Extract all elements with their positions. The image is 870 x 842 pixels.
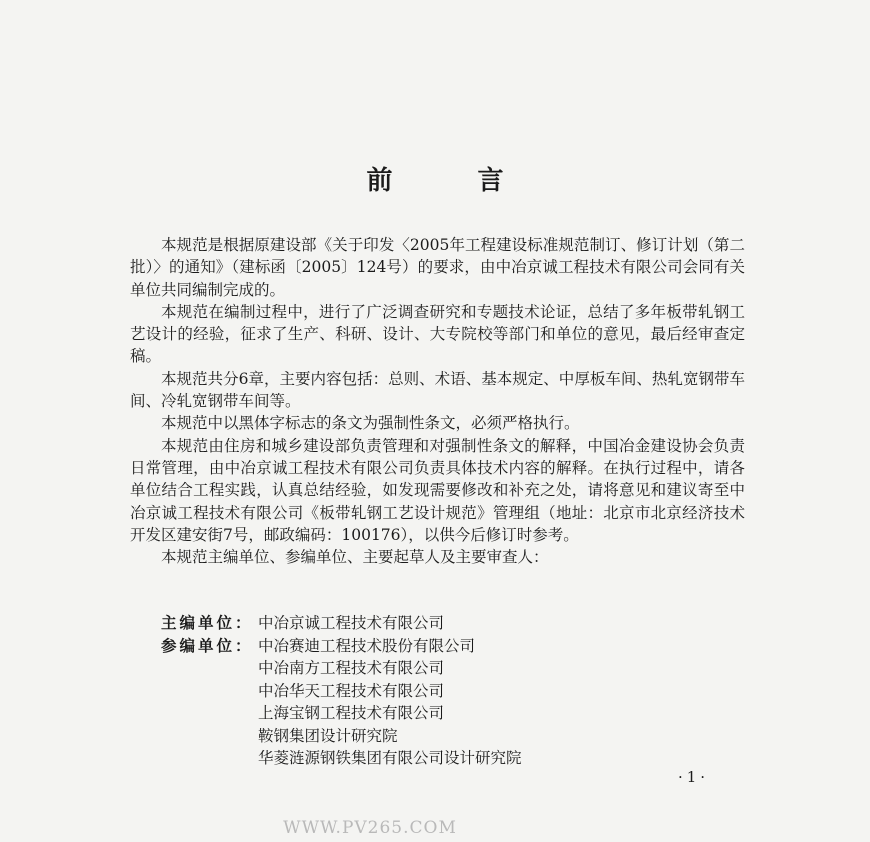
chief-unit-row: [130, 612, 750, 635]
participating-unit-names: [258, 635, 750, 770]
watermark: WWW.PV265.COM: [283, 818, 457, 838]
unit-name: 中冶南方工程技术有限公司: [258, 659, 445, 677]
preface-body: [130, 234, 745, 568]
chief-unit-names: [258, 612, 750, 635]
paragraph: 本规范主编单位、参编单位、主要起草人及主要审查人：: [161, 548, 549, 567]
paragraph: 本规范在编制过程中，进行了广泛调查研究和专题技术论证，总结了多年板带轧钢工艺设计的经验，征求了生产、科研、设计、大专院校等部门和单位的意见，最后经审查定稿。: [130, 302, 745, 366]
unit-name: 华菱涟源钢铁集团有限公司设计研究院: [258, 749, 522, 767]
paragraph: 本规范共分6章，主要内容包括：总则、术语、基本规定、中厚板车间、热轧宽钢带车间、冷轧宽钢带车间等。: [130, 369, 745, 411]
paragraph: 本规范由住房和城乡建设部负责管理和对强制性条文的解释，中国冶金建设协会负责日常管理，由中冶京诚工程技术有限公司负责具体技术内容的解释。在执行过程中，请各单位结合工程实践，认真总结经验，如发现需要修改和补充之处，请将意见和建议寄至中冶京诚工程技术有限公司《板带轧钢工艺设计规范》管理组（地址：北京市北京经济技术开发区建安街7号，邮政编码：100176），以供今后修订时参考。: [130, 436, 745, 544]
unit-name: 中冶京诚工程技术有限公司: [258, 614, 445, 632]
page-title: 前 言: [366, 166, 542, 196]
paragraph: 本规范是根据原建设部《关于印发〈2005年工程建设标准规范制订、修订计划（第二批）〉的通知》（建标函〔2005〕124号）的要求，由中冶京诚工程技术有限公司会同有关单位共同编制完成的。: [130, 236, 745, 299]
paragraph: 本规范中以黑体字标志的条文为强制性条文，必须严格执行。: [161, 414, 580, 433]
unit-name: 上海宝钢工程技术有限公司: [258, 704, 445, 722]
participating-units-row: [130, 635, 750, 770]
page-number: ·1·: [678, 768, 710, 786]
participating-units-label: 参编单位：: [161, 636, 254, 655]
units-list: [130, 612, 750, 770]
unit-name: 中冶华天工程技术有限公司: [258, 681, 445, 700]
chief-unit-label: 主编单位：: [161, 614, 254, 632]
unit-name: 鞍钢集团设计研究院: [258, 726, 398, 745]
unit-name: 中冶赛迪工程技术股份有限公司: [258, 636, 476, 655]
